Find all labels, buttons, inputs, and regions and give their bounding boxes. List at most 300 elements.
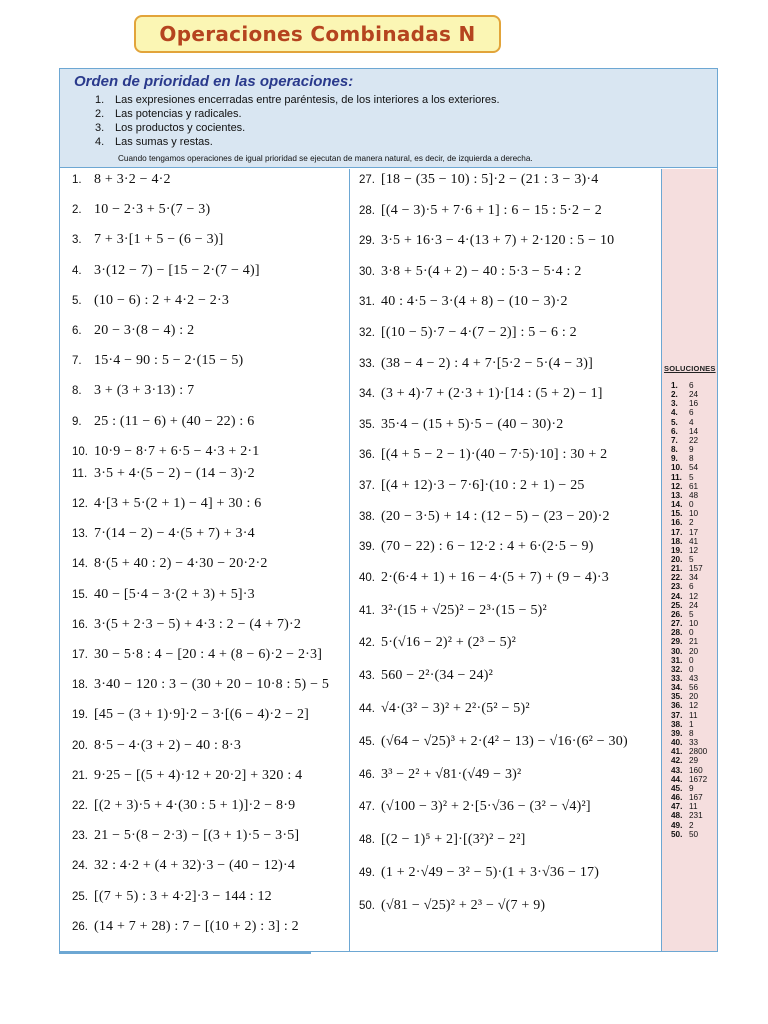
- solution-number: 38.: [671, 719, 683, 729]
- exercise-number: 32.: [359, 327, 375, 339]
- exercise-item: [72, 707, 309, 723]
- solution-value: 231: [689, 811, 703, 821]
- solution-row: [671, 793, 707, 802]
- solution-row: [671, 509, 707, 518]
- solution-number: 7.: [671, 435, 678, 445]
- solution-row: [671, 473, 707, 482]
- solution-value: 21: [689, 637, 699, 647]
- priority-item-text: Las expresiones encerradas entre paréntesis, de los interiores a los exteriores.: [115, 94, 500, 106]
- solution-row: [671, 482, 707, 491]
- priority-item-text: Las sumas y restas.: [115, 136, 213, 148]
- exercises-right-column: [359, 172, 659, 947]
- exercise-item: [359, 294, 568, 310]
- solution-value: 14: [689, 426, 699, 436]
- solution-value: 9: [689, 783, 694, 793]
- exercise-expression: 40 : 4·5 − 3·(4 + 8) − (10 − 3)·2: [381, 294, 568, 310]
- exercise-expression: 3³ − 2² + √81·(√49 − 3)²: [381, 766, 522, 782]
- exercise-number: 41.: [359, 604, 375, 617]
- exercise-item: [359, 570, 609, 586]
- solution-number: 48.: [671, 811, 683, 821]
- exercise-item: [359, 386, 603, 402]
- priority-item: [95, 93, 500, 107]
- solution-row: [671, 436, 707, 445]
- exercise-number: 20.: [72, 739, 88, 752]
- solution-row: [671, 619, 707, 628]
- solution-number: 3.: [671, 399, 678, 409]
- priority-item: [95, 107, 500, 121]
- solution-row: [671, 701, 707, 710]
- exercise-number: 4.: [72, 264, 82, 277]
- exercise-item: [72, 232, 224, 248]
- solution-number: 21.: [671, 564, 683, 574]
- exercise-expression: (38 − 4 − 2) : 4 + 7·[5·2 − 5·(4 − 3)]: [381, 355, 593, 371]
- solution-number: 13.: [671, 490, 683, 500]
- exercise-expression: 3 + (3 + 3·13) : 7: [94, 383, 195, 399]
- exercise-expression: 35·4 − (15 + 5)·5 − (40 − 30)·2: [381, 416, 564, 432]
- exercise-number: 36.: [359, 449, 375, 462]
- solution-value: 29: [689, 756, 699, 766]
- exercises-left-column: [72, 172, 347, 947]
- solution-number: 11.: [671, 472, 682, 482]
- exercise-expression: 21 − 5·(8 − 2·3) − [(3 + 1)·5 − 3·5]: [94, 828, 300, 844]
- solution-number: 31.: [671, 655, 683, 665]
- solution-number: 33.: [671, 674, 683, 683]
- solution-row: [671, 381, 707, 390]
- solution-number: 6.: [671, 426, 678, 436]
- priority-item: [95, 135, 500, 149]
- exercise-expression: [(2 − 1)⁵ + 2]·[(3²)² − 2²]: [381, 832, 526, 848]
- solution-value: 54: [689, 463, 699, 473]
- exercise-item: [72, 444, 260, 460]
- exercise-item: [72, 172, 171, 188]
- exercise-number: 17.: [72, 649, 88, 661]
- exercise-item: [359, 356, 593, 372]
- exercise-number: 9.: [72, 415, 82, 428]
- exercise-item: [359, 539, 594, 555]
- solution-number: 15.: [671, 509, 683, 519]
- solution-number: 41.: [671, 747, 683, 757]
- solution-value: 33: [689, 738, 699, 748]
- solution-row: [671, 390, 707, 399]
- solution-row: [671, 775, 707, 784]
- solution-value: 0: [689, 664, 694, 674]
- solution-number: 27.: [671, 619, 683, 629]
- solution-row: [671, 821, 707, 830]
- solution-row: [671, 454, 707, 463]
- solution-value: 4: [689, 417, 694, 427]
- exercise-number: 1.: [72, 174, 82, 186]
- exercise-expression: 32 : 4·2 + (4 + 32)·3 − (40 − 12)·4: [94, 858, 296, 874]
- solution-row: [671, 564, 707, 573]
- solution-number: 22.: [671, 573, 683, 583]
- priority-list: [95, 93, 500, 149]
- solution-number: 42.: [671, 756, 683, 766]
- exercise-expression: (14 + 7 + 28) : 7 − [(10 + 2) : 3] : 2: [94, 918, 299, 934]
- exercise-expression: 4·[3 + 5·(2 + 1) − 4] + 30 : 6: [94, 496, 262, 511]
- solution-value: 48: [689, 490, 699, 500]
- exercise-item: [359, 478, 585, 494]
- solution-number: 4.: [671, 408, 678, 418]
- exercise-number: 5.: [72, 294, 82, 307]
- solution-value: 9: [689, 445, 694, 455]
- exercise-item: [72, 353, 243, 369]
- solution-row: [671, 408, 707, 417]
- solution-row: [671, 573, 707, 582]
- exercise-item: [72, 798, 295, 814]
- exercise-item: [359, 734, 628, 750]
- priority-item: [95, 121, 500, 135]
- exercise-item: [72, 647, 322, 663]
- exercise-item: [359, 832, 526, 848]
- solution-row: [671, 756, 707, 765]
- exercise-item: [72, 414, 254, 430]
- exercise-number: 16.: [72, 618, 88, 631]
- exercise-item: [72, 526, 255, 542]
- exercise-number: 39.: [359, 541, 375, 554]
- solution-number: 44.: [671, 774, 683, 784]
- exercise-number: 31.: [359, 296, 375, 309]
- exercise-item: [72, 323, 194, 339]
- exercise-number: 35.: [359, 418, 375, 431]
- solution-value: 10: [689, 619, 699, 629]
- exercise-item: [72, 496, 261, 512]
- solution-number: 19.: [671, 545, 683, 555]
- exercise-expression: (20 − 3·5) + 14 : (12 − 5) − (23 − 20)·2: [381, 508, 610, 524]
- solution-row: [671, 647, 707, 656]
- exercise-number: 37.: [359, 480, 375, 492]
- exercise-expression: 3·8 + 5·(4 + 2) − 40 : 5·3 − 5·4 : 2: [381, 263, 582, 279]
- exercise-number: 46.: [359, 768, 375, 781]
- solution-value: 20: [689, 646, 699, 656]
- exercise-number: 26.: [72, 920, 88, 933]
- solution-value: 43: [689, 674, 699, 683]
- exercise-item: [72, 466, 255, 482]
- solution-number: 47.: [671, 802, 683, 812]
- solution-value: 50: [689, 829, 699, 839]
- solution-value: 5: [689, 609, 694, 619]
- exercise-expression: [(4 + 12)·3 − 7·6]·(10 : 2 + 1) − 25: [381, 478, 585, 493]
- solution-number: 25.: [671, 600, 683, 610]
- solution-value: 0: [689, 655, 694, 665]
- exercise-number: 24.: [72, 860, 88, 873]
- solution-row: [671, 500, 707, 509]
- solution-row: [671, 692, 707, 701]
- exercise-item: [359, 668, 493, 684]
- exercise-item: [72, 828, 299, 844]
- solution-value: 1: [689, 719, 694, 729]
- exercise-number: 44.: [359, 703, 375, 715]
- solution-number: 18.: [671, 536, 683, 546]
- exercise-number: 22.: [72, 800, 88, 812]
- exercise-expression: (√81 − √25)² + 2³ − √(7 + 9): [381, 897, 546, 913]
- solution-row: [671, 811, 707, 820]
- exercise-number: 29.: [359, 235, 375, 248]
- exercise-item: [72, 677, 329, 693]
- solution-row: [671, 528, 707, 537]
- exercise-expression: [(10 − 5)·7 − 4·(7 − 2)] : 5 − 6 : 2: [381, 325, 577, 340]
- column-divider: [349, 169, 350, 951]
- solution-row: [671, 582, 707, 591]
- solution-number: 30.: [671, 646, 683, 656]
- exercise-expression: 7 + 3·[1 + 5 − (6 − 3)]: [94, 232, 224, 248]
- exercise-item: [359, 603, 547, 619]
- priority-item-text: Los productos y cocientes.: [115, 122, 246, 134]
- solution-value: 12: [689, 545, 699, 555]
- exercise-expression: [(4 − 3)·5 + 7·6 + 1] : 6 − 15 : 5·2 − 2: [381, 202, 602, 218]
- solution-value: 2800: [689, 747, 708, 757]
- exercise-item: [72, 202, 210, 218]
- solution-number: 37.: [671, 710, 683, 720]
- solution-value: 61: [689, 481, 699, 491]
- solution-value: 2: [689, 518, 694, 528]
- exercise-item: [72, 556, 268, 572]
- exercise-number: 50.: [359, 899, 375, 912]
- exercise-number: 48.: [359, 834, 375, 847]
- exercise-expression: 25 : (11 − 6) + (40 − 22) : 6: [94, 413, 255, 429]
- exercise-number: 8.: [72, 385, 82, 398]
- priority-item-text: Las potencias y radicales.: [115, 108, 242, 120]
- solution-value: 24: [689, 600, 699, 610]
- solution-value: 34: [689, 573, 699, 583]
- exercise-number: 42.: [359, 637, 375, 650]
- exercise-number: 49.: [359, 867, 375, 879]
- exercise-item: [72, 889, 272, 905]
- solution-value: 10: [689, 509, 699, 519]
- solution-row: [671, 463, 707, 472]
- solutions-list: [671, 381, 707, 839]
- exercise-expression: [(4 + 5 − 2 − 1)·(40 − 7·5)·10] : 30 + 2: [381, 447, 608, 463]
- solution-row: [671, 399, 707, 408]
- exercise-expression: 3·5 + 4·(5 − 2) − (14 − 3)·2: [94, 465, 255, 481]
- solution-number: 23.: [671, 582, 683, 592]
- solution-row: [671, 445, 707, 454]
- exercise-number: 18.: [72, 679, 88, 692]
- solutions-heading: SOLUCIONES: [664, 364, 716, 373]
- solution-row: [671, 427, 707, 436]
- exercise-number: 47.: [359, 801, 375, 814]
- exercise-item: [359, 447, 607, 463]
- exercise-number: 33.: [359, 357, 375, 370]
- solution-value: 12: [689, 591, 699, 601]
- exercise-number: 30.: [359, 265, 375, 278]
- solution-number: 20.: [671, 554, 683, 564]
- exercise-expression: 10 − 2·3 + 5·(7 − 3): [94, 202, 211, 218]
- solution-number: 5.: [671, 417, 678, 427]
- exercise-number: 25.: [72, 890, 88, 903]
- exercise-expression: √4·(3² − 3)² + 2²·(5² − 5)²: [381, 701, 530, 716]
- priority-heading: Orden de prioridad en las operaciones:: [74, 73, 354, 90]
- solution-value: 20: [689, 692, 699, 702]
- solution-number: 43.: [671, 765, 683, 775]
- solution-number: 16.: [671, 518, 683, 528]
- solution-row: [671, 418, 707, 427]
- exercise-expression: 3·(5 + 2·3 − 5) + 4·3 : 2 − (4 + 7)·2: [94, 616, 302, 632]
- exercise-number: 15.: [72, 588, 88, 601]
- exercise-item: [359, 172, 598, 188]
- exercise-expression: 3·40 − 120 : 3 − (30 + 20 − 10·8 : 5) − 5: [94, 677, 330, 693]
- exercise-item: [72, 293, 229, 309]
- solution-row: [671, 674, 707, 683]
- solution-value: 0: [689, 628, 694, 638]
- solution-value: 2: [689, 820, 694, 830]
- exercise-expression: 8·(5 + 40 : 2) − 4·30 − 20·2·2: [94, 556, 268, 572]
- exercise-item: [72, 919, 299, 935]
- page-title: Operaciones Combinadas N: [159, 22, 476, 46]
- solution-row: [671, 656, 707, 665]
- solution-row: [671, 665, 707, 674]
- solution-row: [671, 720, 707, 729]
- solution-number: 39.: [671, 728, 683, 738]
- solution-row: [671, 546, 707, 555]
- solution-number: 24.: [671, 591, 683, 601]
- solution-number: 50.: [671, 829, 683, 839]
- solution-row: [671, 830, 707, 839]
- exercise-number: 19.: [72, 709, 88, 722]
- exercise-item: [72, 263, 260, 279]
- solution-number: 32.: [671, 664, 683, 674]
- exercise-number: 12.: [72, 498, 88, 510]
- exercise-item: [72, 587, 255, 603]
- exercise-item: [72, 617, 301, 633]
- exercise-expression: 9·25 − [(5 + 4)·12 + 20·2] + 320 : 4: [94, 767, 303, 783]
- exercise-expression: 5·(√16 − 2)² + (2³ − 5)²: [381, 635, 517, 651]
- solution-value: 5: [689, 472, 694, 482]
- exercise-number: 14.: [72, 558, 88, 571]
- solution-row: [671, 711, 707, 720]
- exercise-expression: 3·5 + 16·3 − 4·(13 + 7) + 2·120 : 5 − 10: [381, 233, 615, 249]
- exercise-number: 27.: [359, 174, 375, 186]
- exercise-expression: (√64 − √25)³ + 2·(4² − 13) − √16·(6² − 30): [381, 733, 628, 749]
- solution-number: 8.: [671, 445, 678, 455]
- exercise-item: [359, 325, 577, 341]
- solution-number: 36.: [671, 701, 683, 711]
- solution-row: [671, 592, 707, 601]
- exercise-item: [72, 858, 295, 874]
- solution-value: 11: [689, 802, 698, 812]
- exercise-number: 45.: [359, 735, 375, 748]
- solution-number: 14.: [671, 500, 683, 510]
- solution-number: 9.: [671, 454, 678, 464]
- priority-note: Cuando tengamos operaciones de igual prioridad se ejecutan de manera natural, es decir, de izquierda a derecha.: [118, 154, 533, 163]
- solution-number: 28.: [671, 628, 683, 638]
- solution-value: 6: [689, 582, 694, 592]
- exercise-item: [72, 383, 194, 399]
- solution-value: 24: [689, 390, 699, 400]
- exercise-item: [359, 417, 563, 433]
- exercise-expression: 40 − [5·4 − 3·(2 + 3) + 5]·3: [94, 586, 255, 602]
- solution-number: 1.: [671, 381, 678, 390]
- exercise-expression: 560 − 2²·(34 − 24)²: [381, 668, 493, 684]
- solution-row: [671, 802, 707, 811]
- solution-number: 40.: [671, 738, 683, 748]
- exercise-expression: 8 + 3·2 − 4·2: [94, 172, 171, 187]
- exercise-number: 34.: [359, 388, 375, 401]
- exercise-expression: (70 − 22) : 6 − 12·2 : 4 + 6·(2·5 − 9): [381, 539, 594, 555]
- solution-row: [671, 628, 707, 637]
- exercise-number: 11.: [72, 467, 88, 480]
- solution-value: 16: [689, 399, 699, 409]
- exercise-number: 23.: [72, 830, 88, 843]
- exercise-expression: 2·(6·4 + 1) + 16 − 4·(5 + 7) + (9 − 4)·3: [381, 569, 609, 585]
- exercise-expression: [(2 + 3)·5 + 4·(30 : 5 + 1)]·2 − 8·9: [94, 798, 296, 813]
- solution-value: 12: [689, 701, 699, 711]
- exercise-item: [359, 865, 599, 881]
- exercise-expression: 7·(14 − 2) − 4·(5 + 7) + 3·4: [94, 526, 255, 542]
- solution-number: 46.: [671, 793, 683, 803]
- exercise-item: [359, 898, 545, 914]
- solution-value: 17: [689, 527, 699, 537]
- solution-number: 35.: [671, 692, 683, 702]
- exercise-expression: 15·4 − 90 : 5 − 2·(15 − 5): [94, 353, 244, 369]
- exercise-expression: (10 − 6) : 2 + 4·2 − 2·3: [94, 292, 230, 308]
- exercise-item: [359, 767, 521, 783]
- priority-item-number: 4.: [95, 136, 105, 148]
- solution-row: [671, 601, 707, 610]
- solution-value: 8: [689, 454, 694, 464]
- exercise-item: [359, 799, 591, 815]
- exercise-expression: 3²·(15 + √25)² − 2³·(15 − 5)²: [381, 602, 547, 618]
- exercise-item: [72, 738, 241, 754]
- solution-number: 17.: [671, 527, 683, 537]
- exercise-number: 28.: [359, 204, 375, 217]
- solution-row: [671, 729, 707, 738]
- solution-number: 10.: [671, 463, 683, 473]
- solution-value: 56: [689, 683, 699, 693]
- exercise-number: 21.: [72, 769, 88, 782]
- exercise-expression: (1 + 2·√49 − 3² − 5)·(1 + 3·√36 − 17): [381, 865, 600, 880]
- exercise-expression: 3·(12 − 7) − [15 − 2·(7 − 4)]: [94, 262, 260, 278]
- solution-value: 41: [689, 536, 699, 546]
- solution-value: 0: [689, 500, 694, 510]
- priority-item-number: 1.: [95, 94, 105, 106]
- priority-item-number: 3.: [95, 122, 105, 134]
- exercise-number: 2.: [72, 204, 82, 217]
- exercise-expression: 30 − 5·8 : 4 − [20 : 4 + (8 − 6)·2 − 2·3]: [94, 647, 323, 662]
- solution-value: 157: [689, 564, 703, 574]
- exercise-expression: [45 − (3 + 1)·9]·2 − 3·[(6 − 4)·2 − 2]: [94, 707, 310, 723]
- solution-row: [671, 537, 707, 546]
- solution-value: 160: [689, 765, 703, 775]
- bottom-rule: [59, 952, 311, 954]
- solution-number: 26.: [671, 609, 683, 619]
- solution-number: 2.: [671, 390, 678, 400]
- exercise-item: [359, 701, 530, 717]
- solution-row: [671, 637, 707, 646]
- exercise-item: [359, 635, 516, 651]
- exercise-expression: 8·5 − 4·(3 + 2) − 40 : 8·3: [94, 737, 242, 753]
- solution-row: [671, 555, 707, 564]
- solution-number: 49.: [671, 820, 683, 830]
- solution-row: [671, 738, 707, 747]
- solution-number: 34.: [671, 683, 683, 693]
- exercise-number: 43.: [359, 670, 375, 683]
- exercise-number: 40.: [359, 571, 375, 584]
- exercise-number: 10.: [72, 445, 88, 458]
- exercise-item: [359, 509, 610, 525]
- solution-number: 45.: [671, 783, 683, 793]
- solution-row: [671, 766, 707, 775]
- exercise-expression: 20 − 3·(8 − 4) : 2: [94, 323, 195, 338]
- solution-value: 1672: [689, 774, 708, 784]
- exercise-item: [72, 768, 302, 784]
- exercise-item: [359, 264, 582, 280]
- solution-value: 11: [689, 710, 698, 720]
- solution-value: 6: [689, 381, 694, 390]
- solution-row: [671, 747, 707, 756]
- solution-value: 22: [689, 435, 699, 445]
- exercise-number: 7.: [72, 355, 82, 368]
- solution-number: 29.: [671, 637, 683, 647]
